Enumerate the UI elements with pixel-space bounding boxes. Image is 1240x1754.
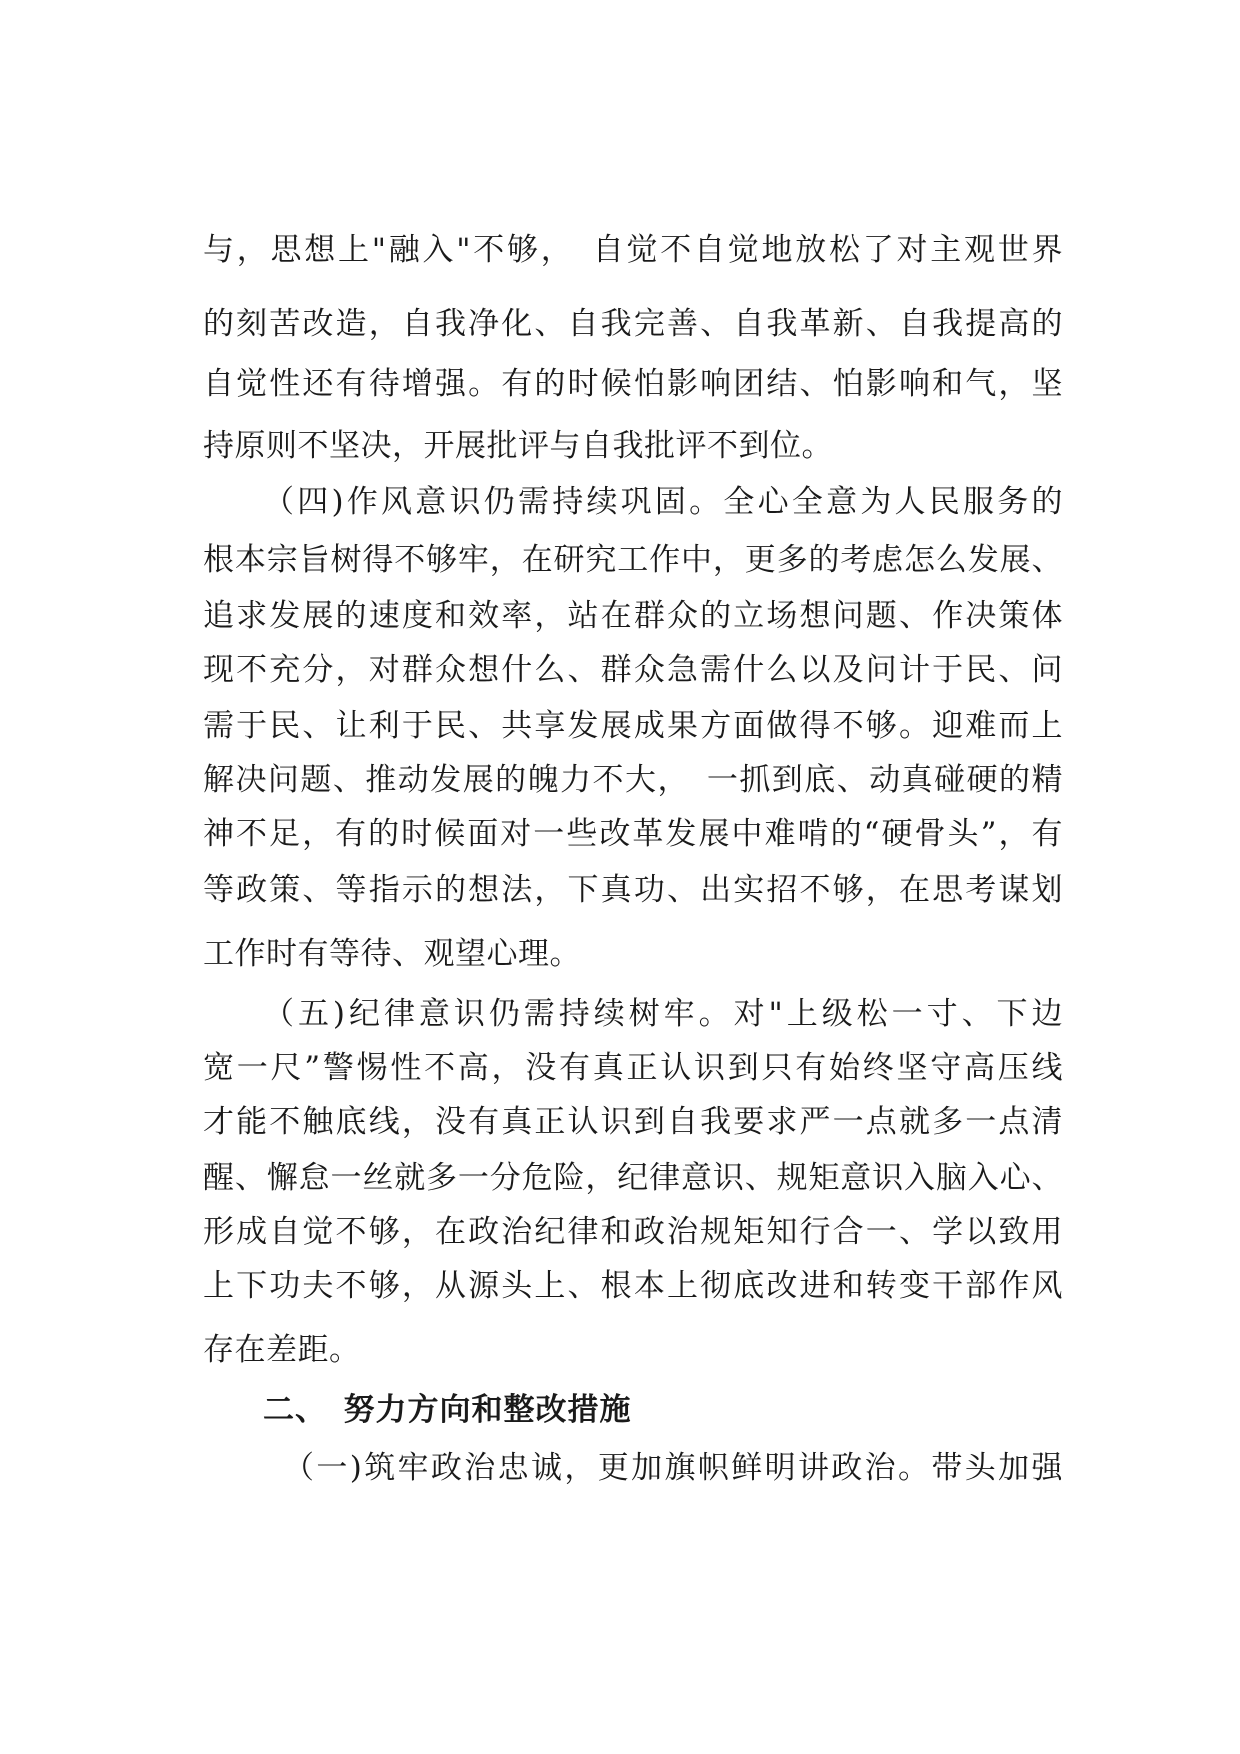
paragraph-4-first-line: （四)作风意识仍需持续巩固。全心全意为人民服务的 [263, 484, 1063, 520]
text-line: 宽一尺”警惕性不高，没有真正认识到只有始终坚守高压线 [203, 1050, 1063, 1086]
text-line: 工作时有等待、观望心理。 [203, 936, 581, 972]
text-line: 神不足，有的时候面对一些改革发展中难啃的“硬骨头”，有 [203, 816, 1063, 852]
text-line: 需于民、让利于民、共享发展成果方面做得不够。迎难而上 [203, 708, 1063, 744]
text-line: 解决问题、推动发展的魄力不大， 一抓到底、动真碰硬的精 [203, 762, 1063, 798]
text-line: 现不充分，对群众想什么、群众急需什么以及问计于民、问 [203, 652, 1063, 688]
text-line: 与，思想上"融入"不够， 自觉不自觉地放松了对主观世界 [203, 232, 1063, 268]
text-line: 存在差距。 [203, 1332, 361, 1368]
text-line: 的刻苦改造，自我净化、自我完善、自我革新、自我提高的 [203, 306, 1063, 342]
paragraph-first-line: （一)筑牢政治忠诚，更加旗帜鲜明讲政治。带头加强 [283, 1450, 1063, 1486]
text-line: 醒、懈怠一丝就多一分危险，纪律意识、规矩意识入脑入心、 [203, 1160, 1063, 1196]
text-line: 根本宗旨树得不够牢，在研究工作中，更多的考虑怎么发展、 [203, 542, 1063, 578]
text-line: 形成自觉不够，在政治纪律和政治规矩知行合一、学以致用 [203, 1214, 1063, 1250]
text-line: 持原则不坚决，开展批评与自我批评不到位。 [203, 428, 833, 464]
text-line: 才能不触底线，没有真正认识到自我要求严一点就多一点清 [203, 1104, 1063, 1140]
text-line: 追求发展的速度和效率，站在群众的立场想问题、作决策体 [203, 598, 1063, 634]
section-heading: 二、 努力方向和整改措施 [263, 1392, 632, 1428]
paragraph-5-first-line: （五)纪律意识仍需持续树牢。对"上级松一寸、下边 [263, 996, 1063, 1032]
text-line: 自觉性还有待增强。有的时候怕影响团结、怕影响和气，坚 [203, 366, 1063, 402]
text-line: 上下功夫不够，从源头上、根本上彻底改进和转变干部作风 [203, 1268, 1063, 1304]
text-line: 等政策、等指示的想法，下真功、出实招不够，在思考谋划 [203, 872, 1063, 908]
